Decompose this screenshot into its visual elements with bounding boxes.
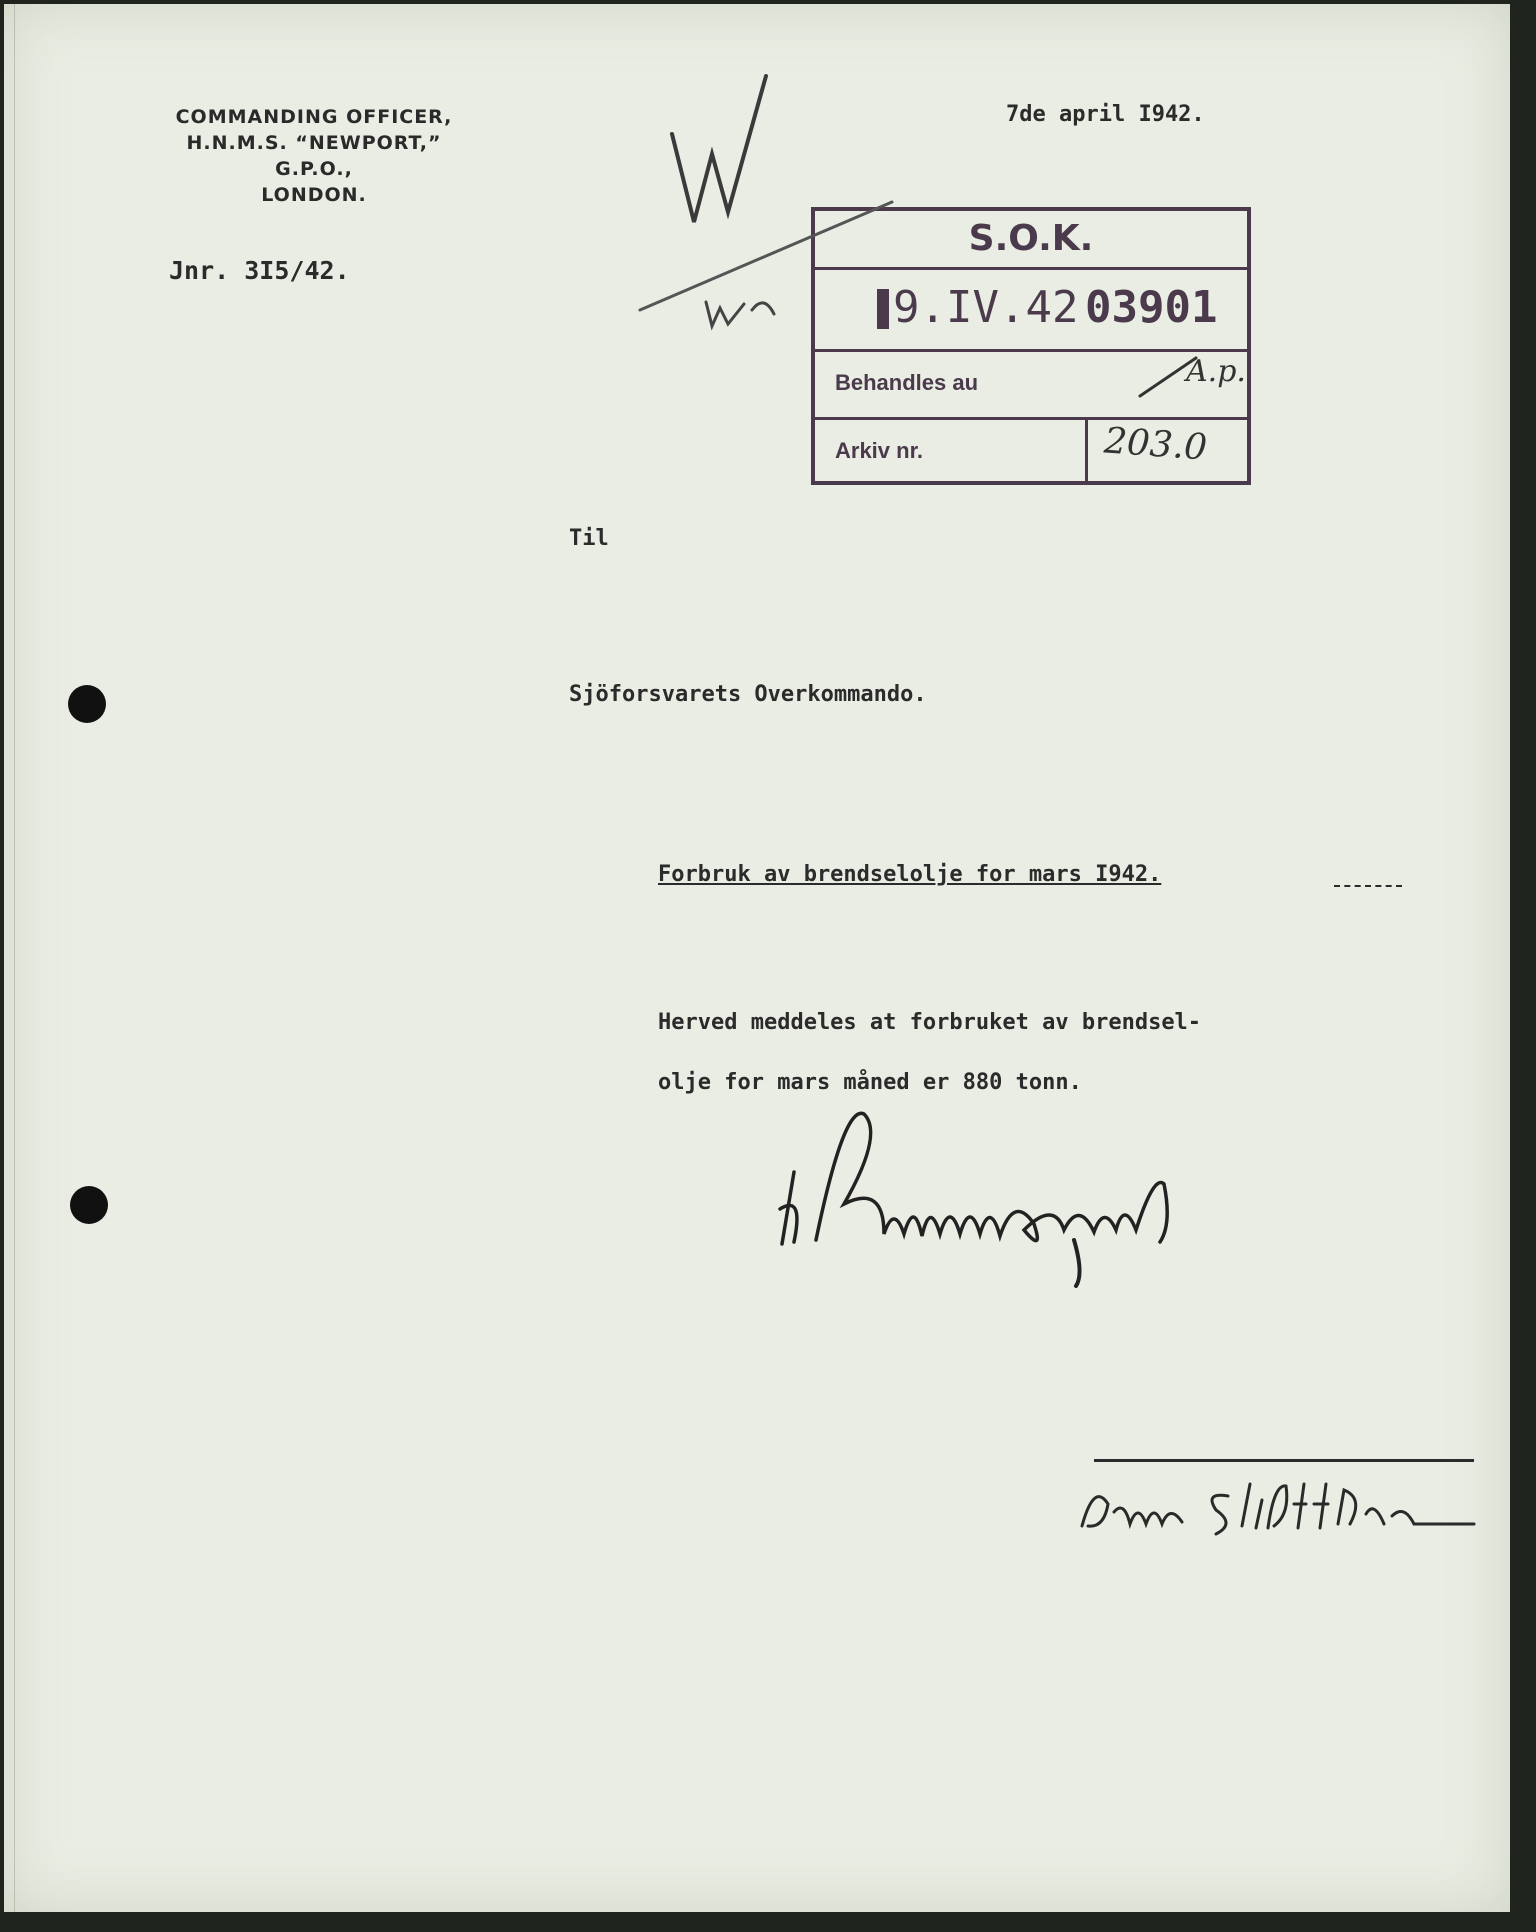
journal-number: Jnr. 3I5/42.: [169, 256, 350, 285]
letterhead-line: LONDON.: [261, 184, 367, 206]
body-text-line: Herved meddeles at forbruket av brendsel-: [658, 1010, 1202, 1035]
stamp-number: 03901: [1085, 282, 1218, 333]
document-page: [4, 4, 1510, 1912]
subject-line: Forbruk av brendselolje for mars I942.: [658, 862, 1162, 887]
stamp-archive-label: Arkiv nr.: [835, 438, 924, 463]
stamp-date: 9.IV.42: [893, 282, 1079, 333]
stamp-title: S.O.K.: [815, 211, 1247, 270]
letterhead-line: COMMANDING OFFICER,: [175, 106, 453, 128]
salutation: Til: [569, 526, 609, 551]
body-text-line: olje for mars måned er 880 tonn.: [658, 1070, 1082, 1095]
letterhead-line: H.N.M.S. “NEWPORT,”: [186, 132, 442, 154]
signature-descender: [1074, 1240, 1080, 1286]
signature: [780, 1113, 1167, 1244]
initials-mark: [706, 302, 774, 326]
letter-date: 7de april I942.: [1006, 102, 1205, 127]
recipient: Sjöforsvarets Overkommando.: [569, 682, 927, 707]
handled-by-stroke: [1140, 358, 1196, 396]
pen-stroke-line: [640, 202, 892, 310]
stamp-handled-label: Behandles au: [835, 370, 979, 395]
letterhead-line: G.P.O.,: [275, 158, 353, 180]
countersignature: [1082, 1484, 1474, 1534]
initial-w-mark: [672, 76, 766, 222]
handled-by-handwriting: A.p.: [1186, 354, 1246, 389]
archive-number-handwriting: 203.0: [1102, 420, 1209, 469]
handwriting-overlay: [4, 4, 1510, 1912]
